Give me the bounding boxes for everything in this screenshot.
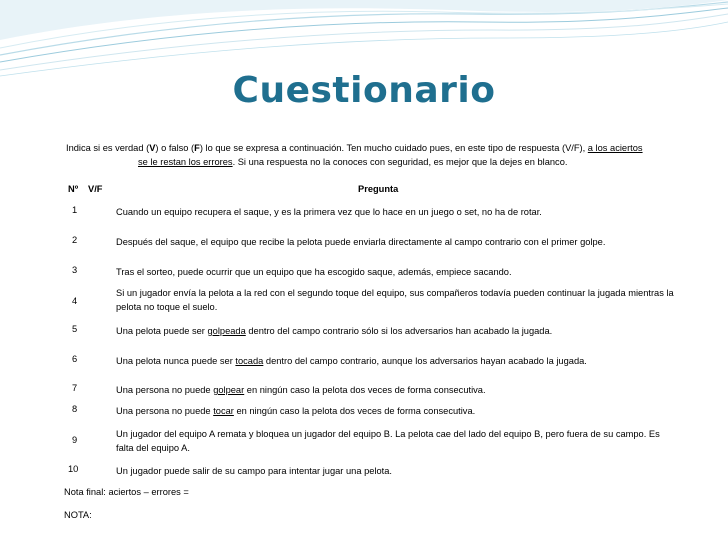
text-fragment: Tras el sorteo, puede ocurrir que un equipo que ha escogido saque, además, empiece sacando.	[116, 267, 512, 277]
question-text	[116, 205, 676, 219]
text-fragment: Cuando un equipo recupera el saque, y es la primera vez que lo hace en un juego o set, no ha de rotar.	[116, 207, 542, 217]
text-fragment: Después del saque, el equipo que recibe la pelota puede enviarla directamente al campo contrario con el primer golpe.	[116, 237, 606, 247]
underlined-word: golpeada	[207, 326, 246, 336]
text-fragment: ) lo que se expresa a continuación. Ten mucho cuidado pues, en este tipo de respuesta (V/F),	[199, 143, 588, 153]
underlined-text: a los aciertos	[587, 143, 643, 153]
page-title: Cuestionario	[232, 70, 496, 111]
header-question: Pregunta	[358, 184, 399, 194]
false-letter: F	[194, 143, 200, 153]
final-score-label: Nota final: aciertos – errores =	[64, 487, 189, 497]
question-text	[116, 464, 676, 478]
text-fragment: . Si una respuesta no la conoces con seguridad, es mejor que la dejes en blanco.	[232, 157, 568, 167]
row-number: 7	[72, 383, 78, 393]
grade-label: NOTA:	[64, 510, 92, 520]
row-number: 9	[72, 435, 78, 445]
text-fragment: dentro del campo contrario sólo si los adversarios han acabado la jugada.	[245, 326, 553, 336]
question-text	[116, 286, 676, 314]
question-text	[116, 235, 676, 249]
text-fragment: Un jugador puede salir de su campo para intentar jugar una pelota.	[116, 466, 392, 476]
text-fragment: Una pelota puede ser	[116, 326, 208, 336]
text-fragment: Una persona no puede	[116, 406, 214, 416]
row-number: 5	[72, 324, 78, 334]
question-text	[116, 427, 676, 455]
question-text	[116, 324, 676, 338]
text-fragment: Un jugador del equipo A remata y bloquea un jugador del equipo B. La pelota cae del lado del equipo B, pero fuera de su campo. Es falta del equipo A.	[116, 429, 660, 453]
header-vf: V/F	[88, 184, 103, 194]
text-fragment: ) o falso (	[155, 143, 195, 153]
underlined-word: tocar	[213, 406, 234, 416]
underlined-text: se le restan los errores	[138, 157, 233, 167]
row-number: 2	[72, 235, 78, 245]
instructions-line-1	[66, 141, 666, 155]
question-text	[116, 354, 676, 368]
row-number: 10	[68, 464, 79, 474]
underlined-word: golpear	[213, 385, 245, 395]
instructions	[66, 141, 666, 169]
text-fragment: Si un jugador envía la pelota a la red con el segundo toque del equipo, sus compañeros todavía pueden continuar la jugada mientras la pelota no toque el suelo.	[116, 288, 674, 312]
row-number: 8	[72, 404, 78, 414]
row-number: 1	[72, 205, 78, 215]
text-fragment: en ningún caso la pelota dos veces de forma consecutiva.	[233, 406, 476, 416]
text-fragment: dentro del campo contrario, aunque los adversarios hayan acabado la jugada.	[263, 356, 587, 366]
text-fragment: Indica si es verdad (	[66, 143, 150, 153]
question-text	[116, 383, 676, 397]
row-number: 3	[72, 265, 78, 275]
text-fragment: Una persona no puede	[116, 385, 214, 395]
instructions-line-2	[66, 155, 666, 169]
text-fragment: Una pelota nunca puede ser	[116, 356, 236, 366]
true-letter: V	[149, 143, 156, 153]
question-text	[116, 265, 676, 279]
underlined-word: tocada	[235, 356, 264, 366]
header-number: Nº	[68, 184, 79, 194]
row-number: 4	[72, 296, 78, 306]
row-number: 6	[72, 354, 78, 364]
text-fragment: en ningún caso la pelota dos veces de forma consecutiva.	[244, 385, 486, 395]
question-text	[116, 404, 676, 418]
